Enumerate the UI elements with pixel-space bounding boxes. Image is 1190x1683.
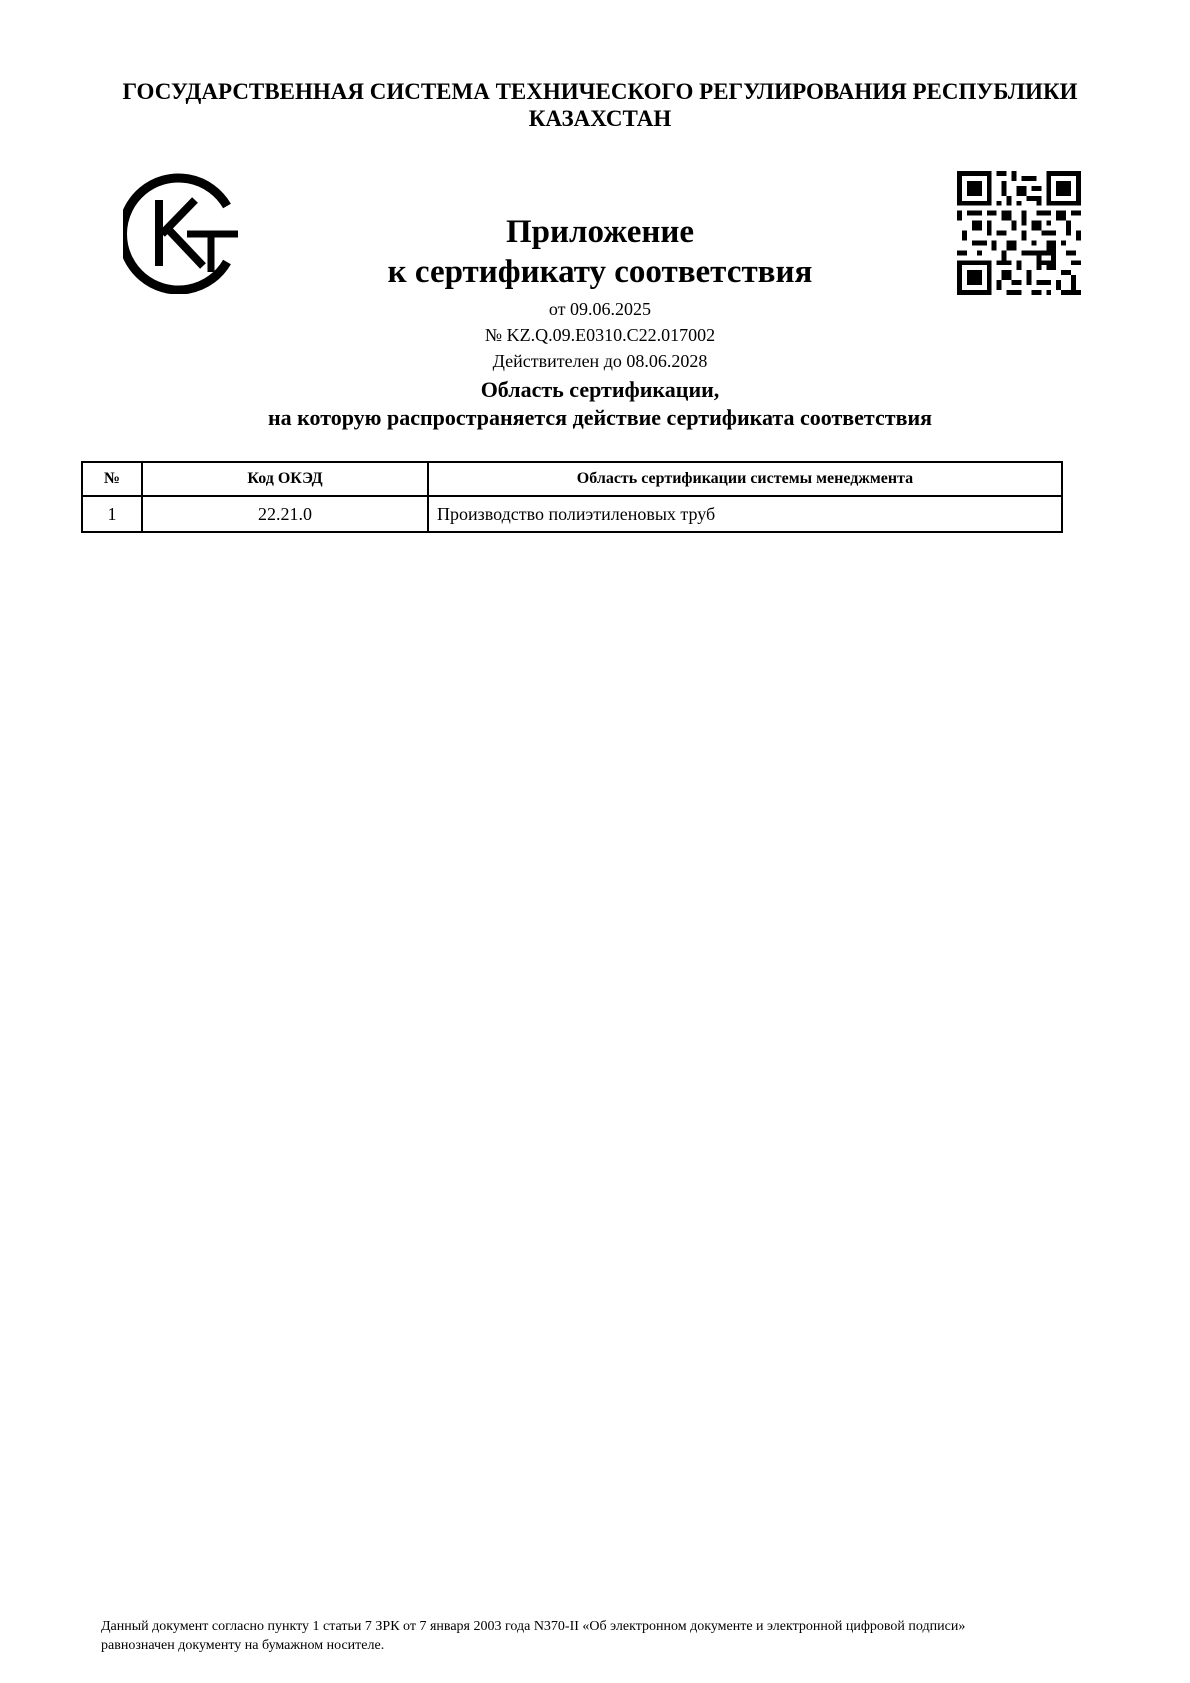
row-scope-area: Производство полиэтиленовых труб xyxy=(428,496,1062,532)
footer-line1: Данный документ согласно пункту 1 статьи 7 ЗРК от 7 января 2003 года N370-II «Об электронном документе и электронной цифровой подписи» xyxy=(101,1619,966,1634)
scope-title-line1: Область сертификации, xyxy=(480,377,720,402)
scope-title-line2: на которую распространяется действие сертификата соответствия xyxy=(267,405,933,430)
table-row xyxy=(82,496,1062,532)
certificate-date: от 09.06.2025 xyxy=(548,299,652,319)
annex-title-line1: Приложение xyxy=(505,214,695,250)
certificate-valid-until: Действителен до 08.06.2028 xyxy=(492,351,708,371)
certificate-number: № KZ.Q.09.E0310.C22.017002 xyxy=(484,325,716,345)
annex-title xyxy=(200,212,1000,292)
legal-footer-note xyxy=(101,1617,1121,1655)
header-scope-area: Область сертификации системы менеджмента xyxy=(428,462,1062,496)
annex-title-line2: к сертификату соответствия xyxy=(387,254,813,290)
document-header xyxy=(60,78,1140,132)
row-oked-code: 22.21.0 xyxy=(142,496,428,532)
row-number: 1 xyxy=(82,496,142,532)
header-oked-code: Код ОКЭД xyxy=(142,462,428,496)
table-header-row xyxy=(82,462,1062,496)
header-title-line2: КАЗАХСТАН xyxy=(528,106,672,131)
header-title-line1: ГОСУДАРСТВЕННАЯ СИСТЕМА ТЕХНИЧЕСКОГО РЕГУЛИРОВАНИЯ РЕСПУБЛИКИ xyxy=(122,79,1078,104)
header-number: № xyxy=(82,462,142,496)
certification-scope-table xyxy=(81,461,1063,533)
scope-title xyxy=(120,376,1080,432)
footer-line2: равнозначен документу на бумажном носителе. xyxy=(101,1638,385,1653)
